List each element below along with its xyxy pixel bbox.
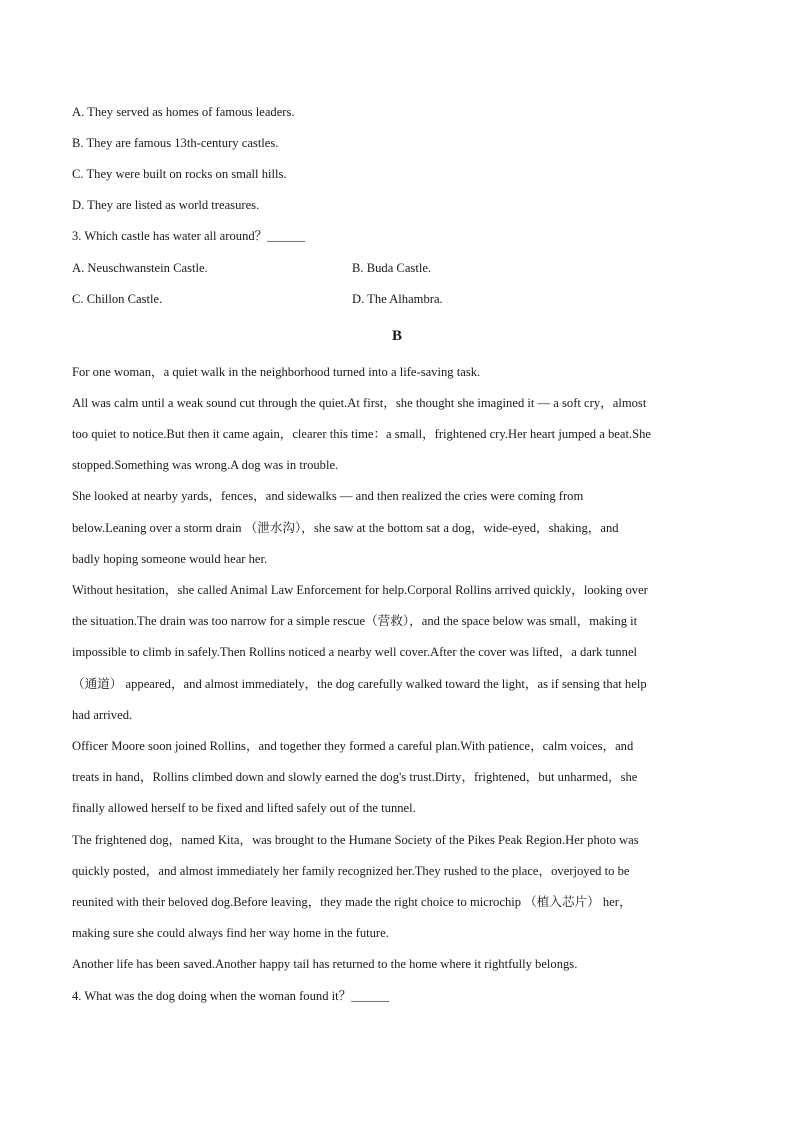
q2-option-c: C. They were built on rocks on small hills.	[72, 167, 287, 181]
q2-option-a: A. They served as homes of famous leaders.	[72, 105, 295, 119]
passage-line: finally allowed herself to be fixed and lifted safely out of the tunnel.	[72, 801, 416, 815]
passage-line: treats in hand，Rollins climbed down and slowly earned the dog's trust.Dirty，frightened，but unharmed，she	[72, 770, 638, 784]
q3-question: 3. Which castle has water all around？______	[72, 229, 306, 243]
passage-line: stopped.Something was wrong.A dog was in trouble.	[72, 458, 339, 472]
passage-line: The frightened dog，named Kita，was brought to the Humane Society of the Pikes Peak Region.Her photo was	[72, 833, 639, 847]
passage-line: All was calm until a weak sound cut through the quiet.At first，she thought she imagined it — a soft cry，almost	[72, 396, 647, 410]
passage-line: She looked at nearby yards，fences，and sidewalks — and then realized the cries were coming from	[72, 489, 584, 503]
q3-option-b: B. Buda Castle.	[352, 261, 432, 275]
section-heading: B	[391, 328, 402, 344]
passage-line: too quiet to notice.But then it came again，clearer this time：a small，frightened cry.Her heart jumped a beat.She	[72, 427, 651, 441]
q3-option-c: C. Chillon Castle.	[72, 292, 163, 306]
q4-question: 4. What was the dog doing when the woman found it？______	[72, 989, 390, 1003]
passage-line: impossible to climb in safely.Then Rollins noticed a nearby well cover.After the cover was lifted，a dark tunnel	[72, 645, 638, 659]
q3-option-d: D. The Alhambra.	[352, 292, 443, 306]
passage-line: below.Leaning over a storm drain （泄水沟），she saw at the bottom sat a dog，wide-eyed，shaking，and	[72, 521, 619, 535]
passage-line: had arrived.	[72, 708, 133, 722]
passage-line: For one woman，a quiet walk in the neighborhood turned into a life-saving task.	[72, 365, 481, 379]
passage-line: the situation.The drain was too narrow for a simple rescue（营救），and the space below was small，making it	[72, 614, 638, 628]
passage-line: making sure she could always find her way home in the future.	[72, 926, 389, 940]
q2-option-b: B. They are famous 13th-century castles.	[72, 136, 279, 150]
passage-line: badly hoping someone would hear her.	[72, 552, 268, 566]
passage-line: （通道） appeared，and almost immediately，the dog carefully walked toward the light，as if sensing that help	[72, 677, 647, 691]
passage-line: reunited with their beloved dog.Before leaving，they made the right choice to microchip （植入芯片） her，	[72, 895, 632, 909]
passage-line: Officer Moore soon joined Rollins，and together they formed a careful plan.With patience，calm voices，and	[72, 739, 634, 753]
passage-line: Without hesitation，she called Animal Law Enforcement for help.Corporal Rollins arrived quickly，looking over	[72, 583, 648, 597]
q2-option-d: D. They are listed as world treasures.	[72, 198, 260, 212]
passage-line: quickly posted，and almost immediately her family recognized her.They rushed to the place，overjoyed to be	[72, 864, 630, 878]
q3-option-a: A. Neuschwanstein Castle.	[72, 261, 208, 275]
passage-line: Another life has been saved.Another happy tail has returned to the home where it rightfully belongs.	[72, 957, 578, 971]
